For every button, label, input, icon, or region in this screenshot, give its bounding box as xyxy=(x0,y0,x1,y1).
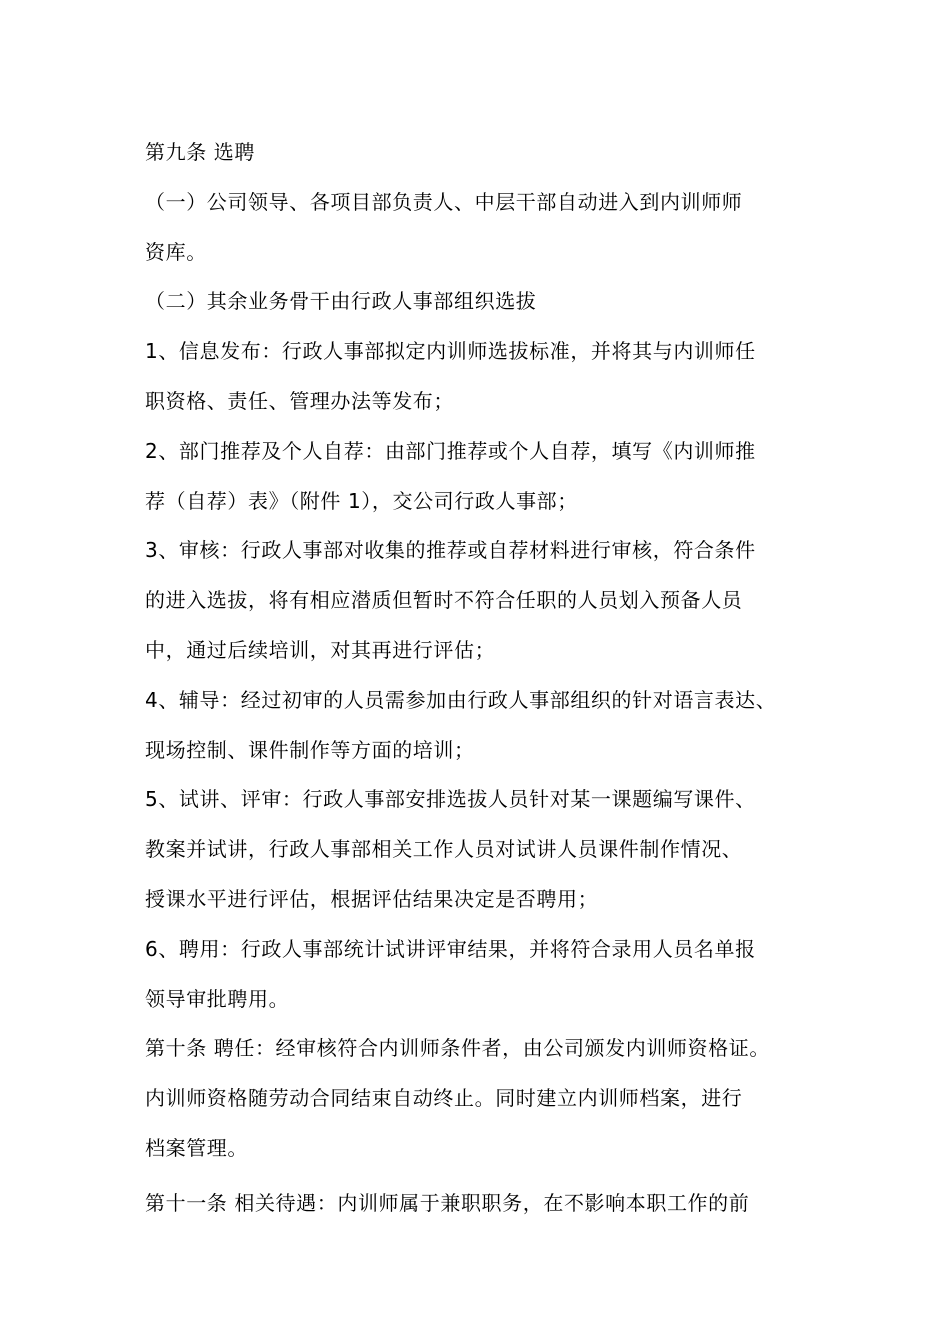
text-line: 职资格、责任、管理办法等发布； xyxy=(145,388,454,413)
text-line: 资库。 xyxy=(145,239,207,264)
text-line: 5、试讲、评审：行政人事部安排选拔人员针对某一课题编写课件、 xyxy=(145,787,756,812)
text-line: 1、信息发布：行政人事部拟定内训师选拔标准，并将其与内训师任 xyxy=(145,339,756,364)
text-line: 档案管理。 xyxy=(145,1135,248,1160)
text-line: 6、聘用：行政人事部统计试讲评审结果，并将符合录用人员名单报 xyxy=(145,936,756,961)
text-line: 现场控制、课件制作等方面的培训； xyxy=(145,737,475,762)
text-line: 的进入选拔，将有相应潜质但暂时不符合任职的人员划入预备人员 xyxy=(145,588,743,613)
text-line: 领导审批聘用。 xyxy=(145,986,290,1011)
text-line: 4、辅导：经过初审的人员需参加由行政人事部组织的针对语言表达、 xyxy=(145,687,777,712)
text-line: 授课水平进行评估，根据评估结果决定是否聘用； xyxy=(145,886,599,911)
text-line: （二）其余业务骨干由行政人事部组织选拔 xyxy=(145,289,537,314)
text-line: （一）公司领导、各项目部负责人、中层干部自动进入到内训师师 xyxy=(145,189,743,214)
document-body xyxy=(145,131,845,1232)
article-11-text: 第十一条 相关待遇：内训师属于兼职职务，在不影响本职工作的前 xyxy=(145,1190,750,1215)
text-line: 2、部门推荐及个人自荐：由部门推荐或个人自荐，填写《内训师推 xyxy=(145,438,756,463)
article-10-text: 第十条 聘任：经审核符合内训师条件者，由公司颁发内训师资格证。 xyxy=(145,1036,770,1061)
text-line: 教案并试讲，行政人事部相关工作人员对试讲人员课件制作情况、 xyxy=(145,837,743,862)
text-line: 荐（自荐）表》（附件 1），交公司行政人事部； xyxy=(145,488,578,513)
text-line: 内训师资格随劳动合同结束自动终止。同时建立内训师档案，进行 xyxy=(145,1086,743,1111)
article-9-heading: 第九条 选聘 xyxy=(145,140,255,164)
text-line: 中，通过后续培训，对其再进行评估； xyxy=(145,637,496,662)
text-line: 3、审核：行政人事部对收集的推荐或自荐材料进行审核，符合条件 xyxy=(145,538,756,563)
